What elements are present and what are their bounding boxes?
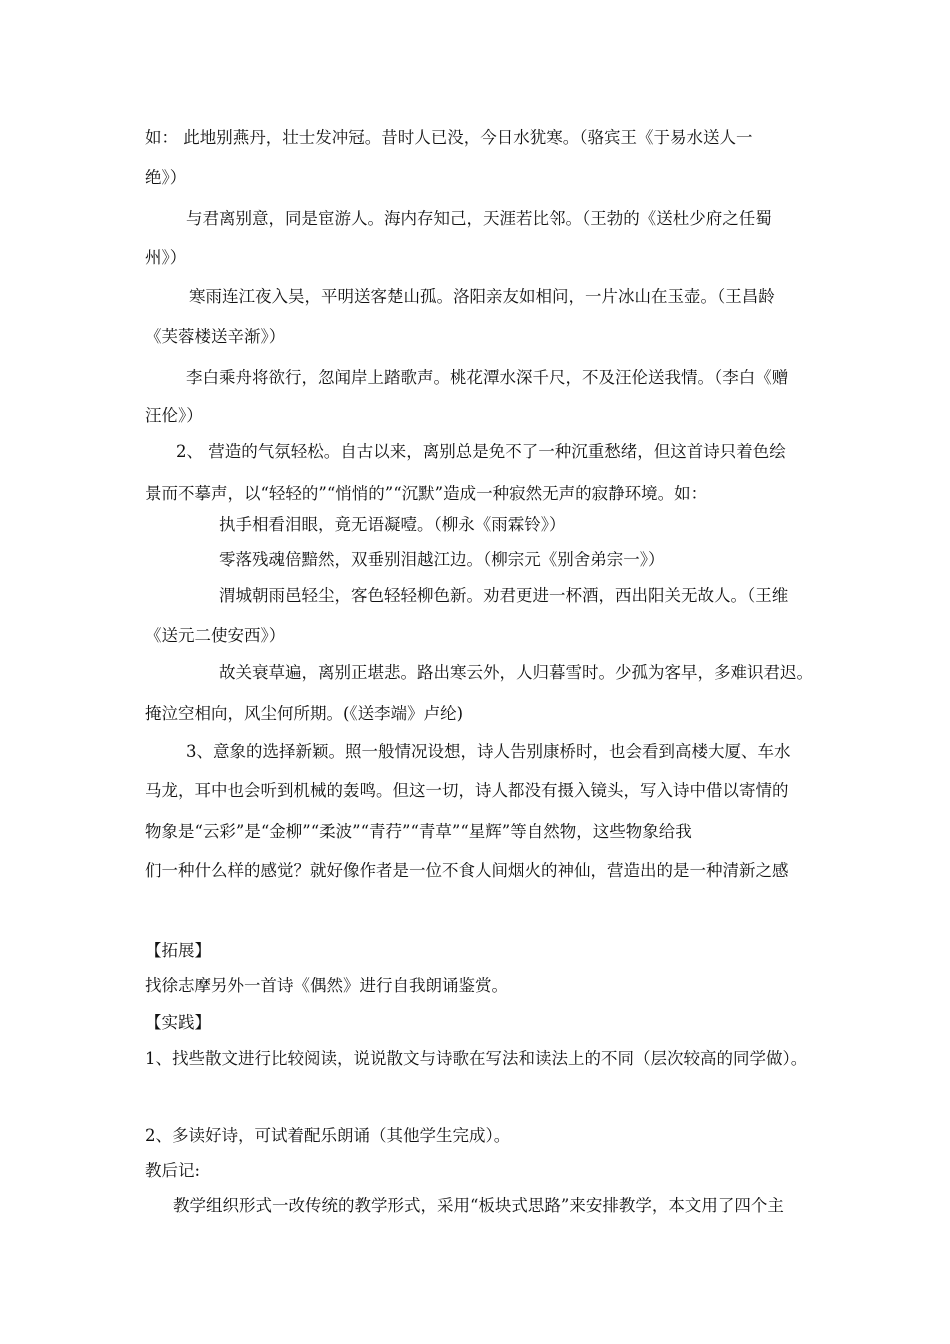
text-line: 与君离别意，同是宦游人。海内存知己，天涯若比邻。（王勃的《送杜少府之任蜀 [186,209,772,228]
section-heading: 【实践】 [145,1013,211,1032]
text-line: 李白乘舟将欲行，忽闻岸上踏歌声。桃花潭水深千尺，不及汪伦送我情。（李白《赠 [186,368,789,387]
text-line: 掩泣空相向，风尘何所期。(《送李端》卢纶) [145,704,464,723]
text-line: 找徐志摩另外一首诗《偶然》进行自我朗诵鉴赏。 [145,976,508,995]
text-line: 物象是“云彩”是“金柳”“柔波”“青荇”“青草”“星辉”等自然物，这些物象给我 [145,822,692,841]
text-line: 故关衰草遍，离别正堪悲。路出寒云外，人归暮雪时。少孤为客早，多难识君迟。 [219,663,813,682]
text-line: 2、 营造的气氛轻松。自古以来，离别总是免不了一种沉重愁绪，但这首诗只着色绘 [176,442,786,461]
text-line: 教学组织形式一改传统的教学形式，采用“板块式思路”来安排教学，本文用了四个主 [173,1196,784,1215]
text-line: 寒雨连江夜入吴，平明送客楚山孤。洛阳亲友如相问，一片冰山在玉壶。（王昌龄 [189,287,775,306]
text-line: 2、多读好诗，可试着配乐朗诵（其他学生完成）。 [145,1126,511,1145]
text-line: 3、意象的选择新颖。照一般情况设想，诗人告别康桥时，也会看到高楼大厦、车水 [186,742,791,761]
text-line: 马龙，耳中也会听到机械的轰鸣。但这一切，诗人都没有摄入镜头，写入诗中借以寄情的 [145,781,789,800]
text-line: 州》） [145,248,187,267]
text-line: 景而不摹声，以“轻轻的”“悄悄的”“沉默”造成一种寂然无声的寂静环境。如： [145,484,708,503]
section-heading: 【拓展】 [145,941,211,960]
text-line: 汪伦》） [145,406,203,425]
text-line: 如： 此地别燕丹，壮士发冲冠。昔时人已没，今日水犹寒。（骆宾王《于易水送人一 [145,128,753,147]
text-line: 零落残魂倍黯然，双垂别泪越江边。（柳宗元《别舍弟宗一》） [219,550,665,569]
text-line: 们一种什么样的感觉？就好像作者是一位不食人间烟火的神仙，营造出的是一种清新之感 [145,861,789,880]
text-line: 执手相看泪眼，竟无语凝噎。（柳永《雨霖铃》） [219,515,566,534]
text-line: 绝》） [145,168,187,187]
text-line: 1、找些散文进行比较阅读，说说散文与诗歌在写法和读法上的不同（层次较高的同学做）。 [145,1049,808,1068]
text-line: 《芙蓉楼送辛渐》） [145,327,286,346]
text-line: 教后记: [145,1161,201,1180]
text-line: 渭城朝雨邑轻尘，客色轻轻柳色新。劝君更进一杯酒，西出阳关无故人。（王维 [219,586,789,605]
text-line: 《送元二使安西》） [145,626,286,645]
